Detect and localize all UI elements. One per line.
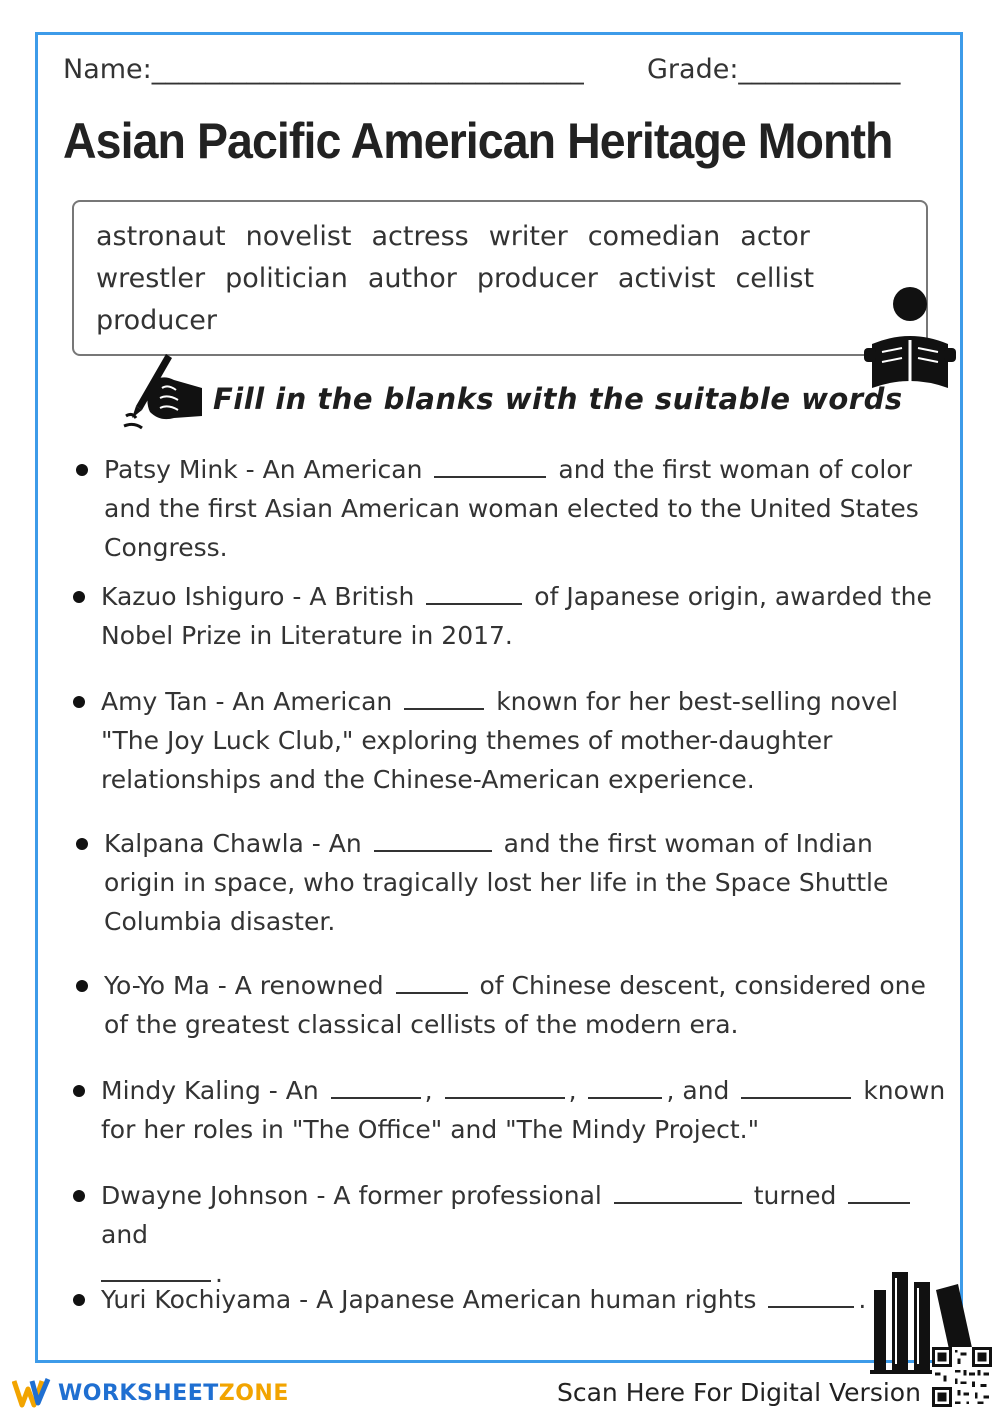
word-bank-item: writer <box>488 221 568 252</box>
question-text: Patsy Mink - An American <box>104 455 423 484</box>
question-text: for her roles in "The Office" and "The Mindy Project." <box>101 1115 760 1144</box>
word-bank-item: politician <box>225 263 348 294</box>
question-text: "The Joy Luck Club," exploring themes of mother-daughter <box>101 726 833 755</box>
answer-blank[interactable] <box>445 1073 565 1099</box>
instruction-text: Fill in the blanks with the suitable words <box>213 382 903 416</box>
question-6 <box>101 1071 951 1149</box>
word-bank-item: astronaut <box>96 221 226 252</box>
bullet-icon <box>76 464 88 476</box>
bullet-icon <box>76 980 88 992</box>
bullet-icon <box>76 838 88 850</box>
question-7 <box>101 1176 951 1293</box>
word-bank-item: actress <box>371 221 469 252</box>
bullet-icon <box>73 1085 85 1097</box>
word-bank-item: comedian <box>587 221 721 252</box>
name-field[interactable]: Name:________________________________ <box>63 54 584 85</box>
question-text: relationships and the Chinese-American experience. <box>101 765 755 794</box>
question-text: and the first woman of Indian <box>503 829 873 858</box>
answer-blank[interactable] <box>374 826 492 852</box>
answer-blank[interactable] <box>588 1073 662 1099</box>
answer-blank[interactable] <box>741 1073 851 1099</box>
question-separator: . <box>858 1285 867 1314</box>
writing-hand-icon <box>122 352 206 432</box>
question-text: Yuri Kochiyama - A Japanese American human rights <box>101 1285 757 1314</box>
question-text: Columbia disaster. <box>104 907 336 936</box>
bullet-icon <box>73 591 85 603</box>
question-5 <box>104 966 944 1044</box>
scan-caption: Scan Here For Digital Version <box>557 1378 921 1407</box>
word-bank-item: novelist <box>245 221 352 252</box>
bullet-icon <box>73 1294 85 1306</box>
question-text: Kazuo Ishiguro - A British <box>101 582 415 611</box>
question-text: Nobel Prize in Literature in 2017. <box>101 621 513 650</box>
answer-blank[interactable] <box>614 1178 742 1204</box>
question-text: and the first Asian American woman elected to the United States <box>104 494 919 523</box>
answer-blank[interactable] <box>426 579 522 605</box>
logo-text: ZONE <box>218 1380 289 1406</box>
question-text: Dwayne Johnson - A former professional <box>101 1181 602 1210</box>
answer-blank[interactable] <box>101 1256 211 1282</box>
question-separator: , <box>568 1076 577 1105</box>
question-text: Congress. <box>104 533 228 562</box>
question-text: of Japanese origin, awarded the <box>534 582 932 611</box>
answer-blank[interactable] <box>848 1178 910 1204</box>
logo-text: WORKSHEET <box>58 1380 219 1406</box>
question-1 <box>104 450 934 567</box>
answer-blank[interactable] <box>768 1282 854 1308</box>
question-text: Mindy Kaling - An <box>101 1076 319 1105</box>
qr-code[interactable] <box>932 1347 992 1407</box>
question-text: known <box>863 1076 946 1105</box>
answer-blank[interactable] <box>404 684 484 710</box>
question-separator: , <box>424 1076 433 1105</box>
worksheetzone-logo[interactable] <box>12 1376 289 1410</box>
word-bank-item: producer <box>476 263 598 294</box>
answer-blank[interactable] <box>331 1073 421 1099</box>
word-bank-item: producer <box>96 305 217 336</box>
answer-blank[interactable] <box>434 452 546 478</box>
question-text: Kalpana Chawla - An <box>104 829 362 858</box>
question-text: of the greatest classical cellists of the modern era. <box>104 1010 739 1039</box>
word-bank-item: wrestler <box>96 263 206 294</box>
question-text: and the first woman of color <box>558 455 912 484</box>
question-2 <box>101 577 941 655</box>
question-text: and <box>101 1220 149 1249</box>
question-text: turned <box>753 1181 837 1210</box>
word-bank-item: author <box>367 263 457 294</box>
word-bank-item: actor <box>740 221 810 252</box>
question-text: Yo-Yo Ma - A renowned <box>104 971 384 1000</box>
word-bank-item: activist <box>617 263 716 294</box>
bullet-icon <box>73 696 85 708</box>
question-text: of Chinese descent, considered one <box>479 971 926 1000</box>
question-3 <box>101 682 941 799</box>
question-separator: . <box>215 1259 223 1288</box>
bullet-icon <box>73 1190 85 1202</box>
question-separator: , and <box>666 1076 730 1105</box>
answer-blank[interactable] <box>396 968 468 994</box>
word-bank-item: cellist <box>735 263 815 294</box>
question-text: known for her best-selling novel <box>496 687 899 716</box>
logo-mark-icon <box>12 1377 52 1409</box>
question-text: Amy Tan - An American <box>101 687 393 716</box>
question-text: origin in space, who tragically lost her life in the Space Shuttle <box>104 868 889 897</box>
word-bank <box>72 200 928 356</box>
grade-field[interactable]: Grade:____________ <box>647 54 901 85</box>
question-4 <box>104 824 934 941</box>
question-8 <box>101 1280 871 1319</box>
reader-icon <box>862 284 958 392</box>
word-bank-list <box>96 216 856 342</box>
page-title: Asian Pacific American Heritage Month <box>63 113 893 169</box>
